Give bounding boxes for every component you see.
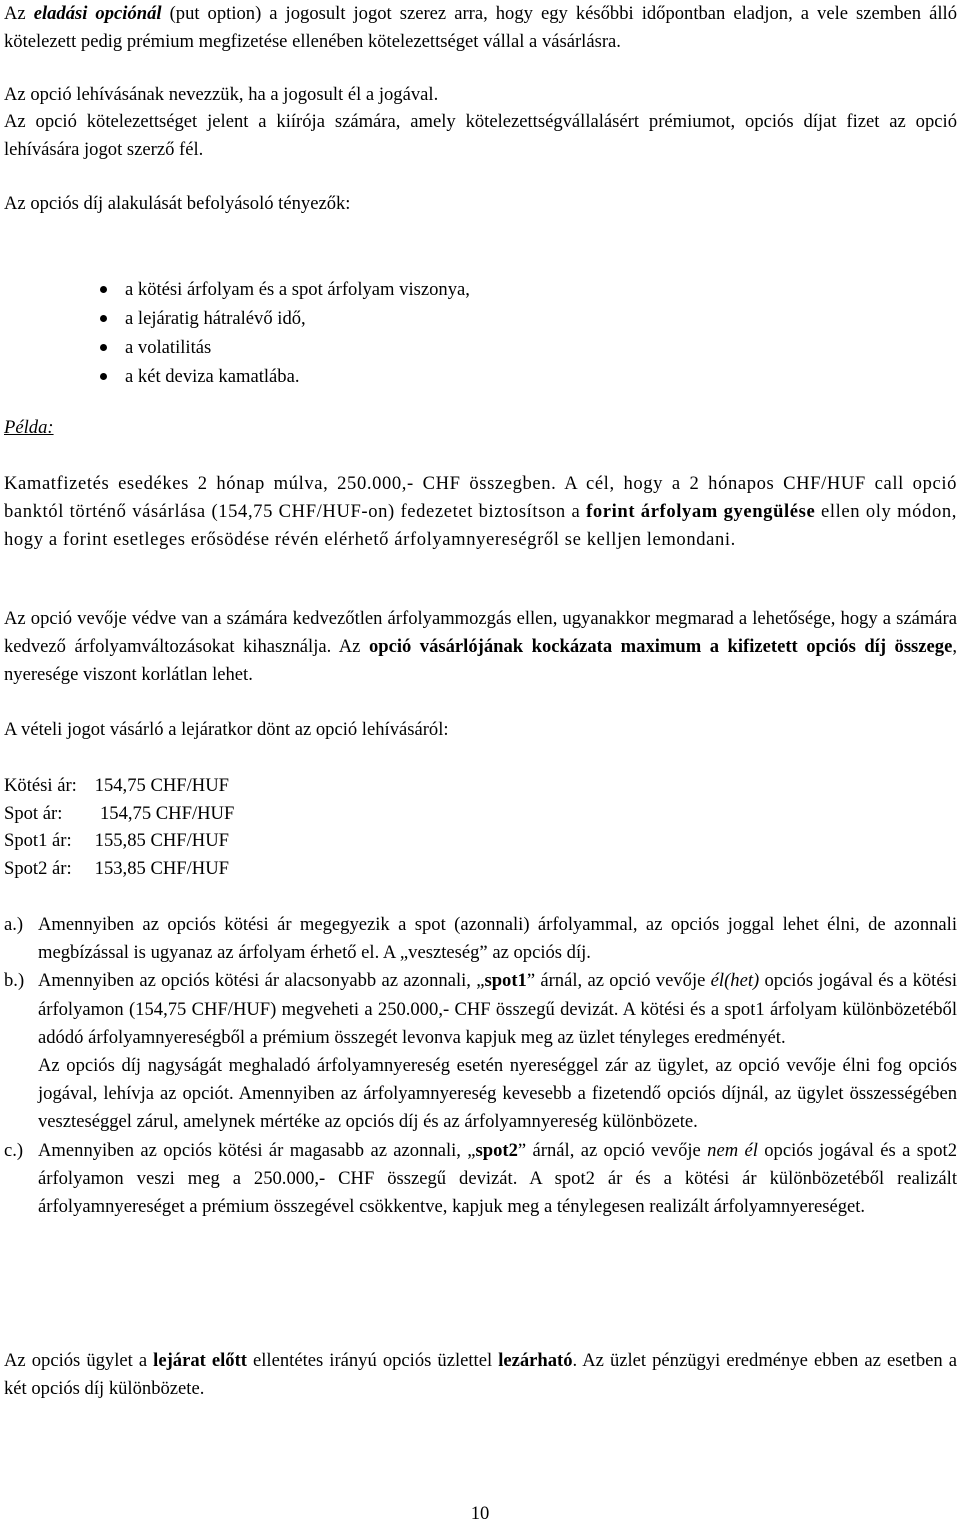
case-marker: a.): [4, 914, 24, 935]
price-value: 154,75 CHF/HUF: [94, 775, 229, 796]
case-text-continued: Az opciós díj nagyságát meghaladó árfolyamnyereség esetén nyereséggel zár az ügylet, az opció vevője élni fog opciós jogával, lehívja az opciót. Amennyiben az árfolyamnyereség kevesebb a fizetendő opciós díjnál, az ügylet összességében veszteséggel zárul, amelynek mértéke az opciós díj és az árfolyamnyereség különbözete.: [38, 1055, 957, 1133]
text: ” árnál, az opció vevője: [517, 1139, 708, 1161]
example-label-text: Példa:: [4, 417, 54, 438]
text: Az opciós ügylet a: [4, 1350, 154, 1371]
price-label: Kötési ár:: [4, 775, 77, 796]
bullet-icon: [100, 286, 107, 293]
emphasis-forint: forint árfolyam gyengülése: [586, 501, 816, 523]
list-item-text: a volatilitás: [125, 337, 212, 358]
paragraph-example: [4, 470, 957, 555]
price-label: Spot1 ár:: [4, 830, 72, 851]
price-value: 153,85 CHF/HUF: [94, 857, 229, 879]
text: ellen oly módon, hogy a forint esetleges erősödése révén elérhető árfolyamnyereségről se kelljen lemondani.: [4, 501, 958, 551]
text: Kamatfizetés esedékes 2 hónap múlva, 250.000,- CHF összegben. A cél, hogy a 2 hónapos CHF/HUF call opció banktól történő vásárlása (154,75 CHF/HUF-on) fedezetet biztosítson a: [4, 473, 957, 523]
bullet-icon: [100, 373, 107, 380]
emphasis-elhet: él(het): [710, 970, 760, 992]
bullet-icon: [100, 344, 107, 351]
price-row: [4, 772, 234, 800]
list-item: [4, 304, 904, 333]
list-item-text: a kötési árfolyam és a spot árfolyam viszonya,: [125, 279, 470, 300]
text: opciós jogával és a spot2 árfolyamon veszi meg a 250.000,- CHF összegű devizát. A spot2 ár és a kötési ár különbözetéből realizált árfolyamnyereséget a prémium összegével csökkentve, kapjuk meg a ténylegesen realizált árfolyamnyereséget.: [38, 1139, 957, 1218]
factors-list: [4, 275, 904, 391]
emphasis-spot1: spot1: [484, 970, 527, 992]
bullet-icon: [100, 315, 107, 322]
case-marker: b.): [4, 970, 25, 992]
paragraph-factors-heading: Az opciós díj alakulását befolyásoló tényezők:: [4, 193, 351, 214]
page-number: 10: [470, 1503, 490, 1524]
price-value: 155,85 CHF/HUF: [94, 830, 229, 851]
text: Amennyiben az opciós kötési ár magasabb az azonnali, „: [38, 1139, 476, 1161]
text: ” árnál, az opció vevője: [526, 970, 711, 992]
case-marker: c.): [4, 1139, 24, 1161]
term-put-option: eladási opciónál: [33, 3, 162, 24]
paragraph-buyer-protection: [4, 605, 957, 690]
paragraph-decision: A vételi jogot vásárló a lejáratkor dönt az opció lehívásáról:: [4, 719, 449, 740]
text: , nyeresége viszont korlátlan lehet.: [4, 636, 957, 686]
price-row: [4, 855, 234, 883]
emphasis-lezarhato: lezárható: [498, 1350, 573, 1371]
text: . Az üzlet pénzügyi eredménye ebben az esetben a két opciós díj különbözete.: [4, 1350, 957, 1400]
text: ellentétes irányú opciós üzlettel: [246, 1350, 499, 1371]
case-list: [4, 911, 957, 1221]
case-text: Amennyiben az opciós kötési ár megegyezik a spot (azonnali) árfolyammal, az opciós joggal lehet élni, de azonnali megbízással is ugyanaz az árfolyam érhető el. A „veszteség” az opciós díj.: [38, 914, 957, 964]
list-item-text: a lejáratig hátralévő idő,: [125, 308, 306, 329]
text: (put option) a jogosult jogot szerez arra, hogy egy későbbi időpontban eladjon, a vele szemben álló kötelezett pedig prémium megfizetése ellenében kötelezettséget vállal a vásárlásra.: [4, 3, 957, 53]
price-list: [4, 772, 234, 882]
emphasis-nem-el: nem él: [707, 1139, 758, 1161]
example-label: [4, 414, 957, 442]
paragraph-closing: [4, 1347, 957, 1403]
case-text: [38, 1137, 957, 1222]
price-row: [4, 800, 234, 828]
list-item-text: a két deviza kamatlába.: [125, 366, 300, 387]
emphasis-risk: opció vásárlójának kockázata maximum a kifizetett opciós díj összege: [368, 636, 953, 658]
list-item: [4, 333, 904, 362]
case-b: [4, 967, 957, 1136]
text: opciós jogával és a kötési árfolyamon (154,75 CHF/HUF) megveheti a 250.000,- CHF összegű devizát. A kötési és a spot1 árfolyam különbözetéből adódó árfolyamnyereségből a prémium összegét levonva kapjuk meg az üzlet tényleges eredményét.: [38, 970, 957, 1048]
price-row: [4, 827, 234, 855]
case-c: [4, 1137, 957, 1222]
price-label: Spot ár:: [4, 802, 63, 824]
paragraph-exercise: Az opció lehívásának nevezzük, ha a jogosult él a jogával.: [4, 84, 439, 105]
text: Az: [4, 3, 34, 24]
price-label: Spot2 ár:: [4, 857, 72, 879]
case-a: [4, 911, 957, 967]
list-item: [4, 275, 904, 304]
price-value: 154,75 CHF/HUF: [100, 802, 235, 824]
emphasis-spot2: spot2: [475, 1139, 518, 1161]
text: Az opció vevője védve van a számára kedvezőtlen árfolyammozgás ellen, ugyanakkor megmarad a lehetősége, hogy a számára kedvező árfolyamváltozásokat kihasználja. Az: [4, 608, 957, 658]
list-item: [4, 362, 904, 391]
emphasis-lejarat-elott: lejárat előtt: [153, 1350, 247, 1371]
text: Amennyiben az opciós kötési ár alacsonyabb az azonnali, „: [38, 970, 485, 992]
paragraph-obligation: Az opció kötelezettséget jelent a kiírója számára, amely kötelezettségvállalásért prémiumot, opciós díjat fizet az opció lehívására jogot szerző fél.: [4, 111, 957, 161]
paragraph-put-option: [4, 0, 957, 56]
case-text: [38, 967, 957, 1052]
